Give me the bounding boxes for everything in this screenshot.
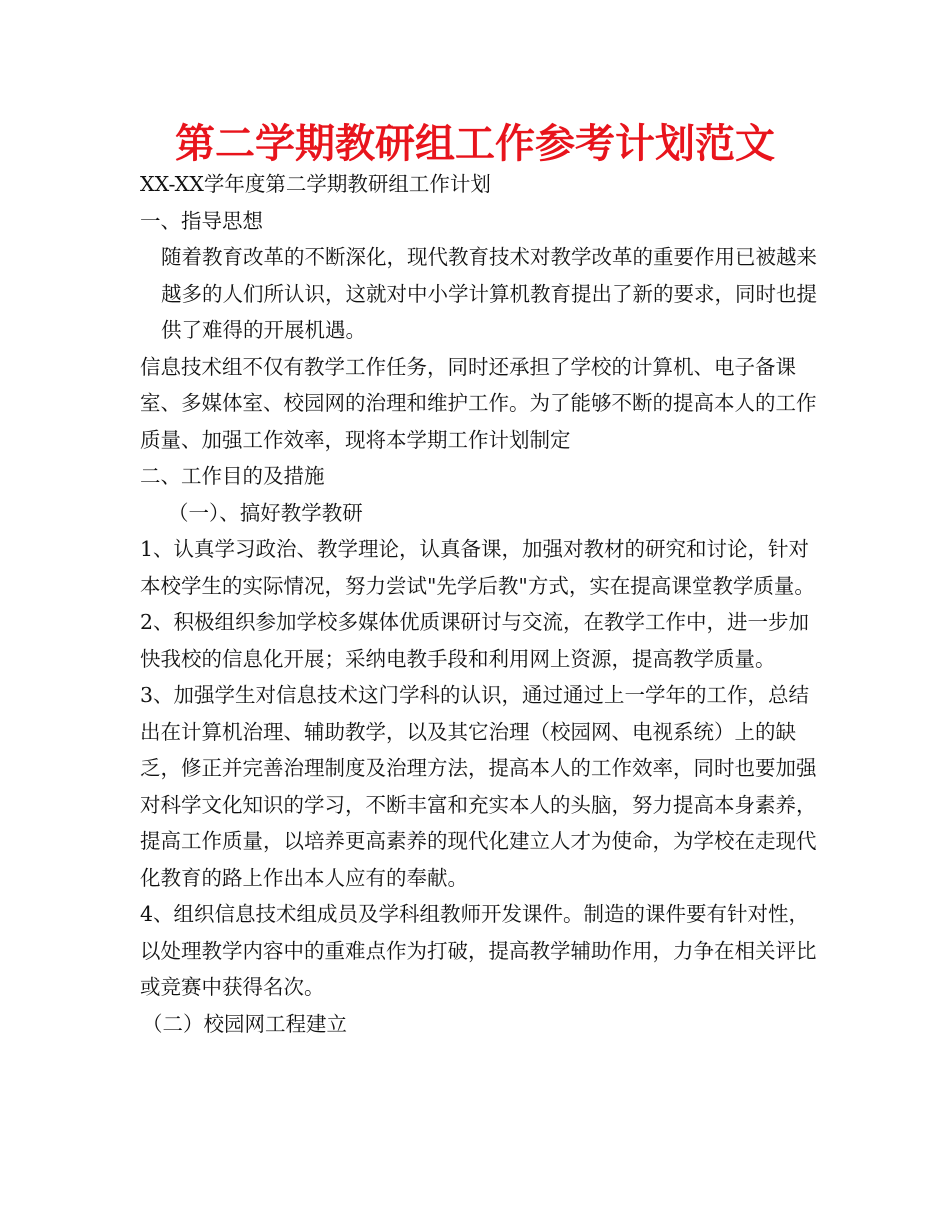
plan-heading: XX-XX学年度第二学期教研组工作计划	[140, 172, 491, 196]
list-item-1: 1、认真学习政治、教学理论，认真备课，加强对教材的研究和讨论，针对本校学生的实际情况，努力尝试"先学后教"方式，实在提高课堂教学质量。	[140, 537, 815, 598]
list-item-2: 2、积极组织参加学校多媒体优质课研讨与交流，在教学工作中，进一步加快我校的信息化开展；采纳电教手段和利用网上资源，提高教学质量。	[140, 610, 810, 671]
section-heading-guiding-ideas: 一、指导思想	[140, 208, 263, 233]
list-item-3: 3、加强学生对信息技术这门学科的认识，通过通过上一学年的工作，总结出在计算机治理、辅助教学，以及其它治理（校园网、电视系统）上的缺乏，修正并完善治理制度及治理方法，提高本人的工作效率，同时也要加强对科学文化知识的学习，不断丰富和充实本人的头脑，努力提高本身素养，提高工作质量，以培养更高素养的现代化建立人才为使命，为学校在走现代化教育的路上作出本人应有的奉献。	[140, 683, 817, 890]
section-heading-goals-measures: 二、工作目的及措施	[140, 464, 325, 488]
document-body	[140, 166, 820, 1042]
subsection-heading-campus-network: （二）校园网工程建立	[142, 1011, 347, 1036]
paragraph-it-group-duties: 信息技术组不仅有教学工作任务，同时还承担了学校的计算机、电子备课室、多媒体室、校园网的治理和维护工作。为了能够不断的提高本人的工作质量、加强工作效率，现将本学期工作计划制定	[140, 354, 817, 452]
list-item-4: 4、组织信息技术组成员及学科组教师开发课件。制造的课件要有针对性，以处理教学内容中的重难点作为打破，提高教学辅助作用，力争在相关评比或竞赛中获得名次。	[140, 902, 817, 999]
document-title: 第二学期教研组工作参考计划范文	[175, 121, 775, 167]
paragraph-guiding-ideas: 随着教育改革的不断深化，现代教育技术对教学改革的重要作用已被越来越多的人们所认识，这就对中小学计算机教育提出了新的要求，同时也提供了难得的开展机遇。	[161, 245, 817, 342]
subsection-heading-teaching-research: （一）、搞好教学教研	[168, 500, 363, 525]
